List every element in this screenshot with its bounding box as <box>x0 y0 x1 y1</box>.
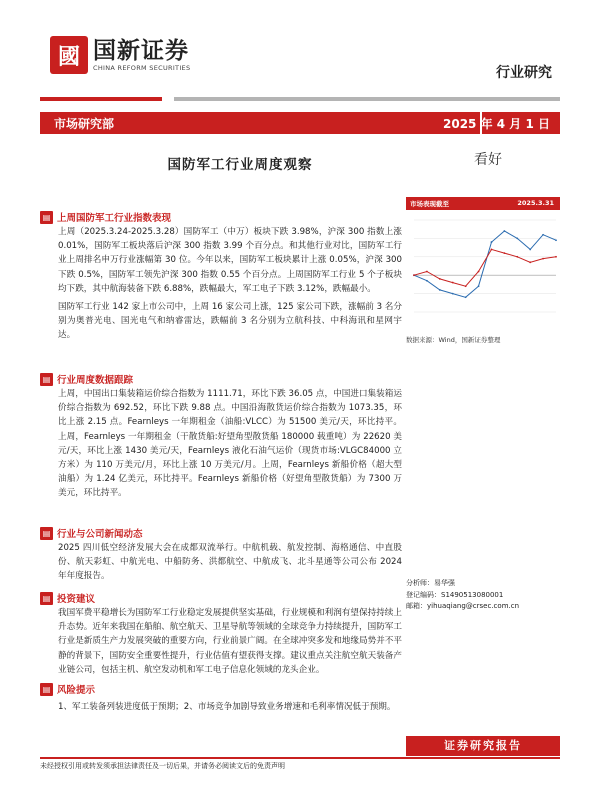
section-header-index <box>40 210 171 224</box>
disclaimer: 未经授权引用或转发须承担法律责任及一切后果，并请务必阅读文后的免责声明 <box>40 762 285 770</box>
section-header-news <box>40 526 143 540</box>
chart-point <box>452 282 454 284</box>
section-title: 投资建议 <box>57 594 96 605</box>
chart-point <box>426 280 428 282</box>
logo-text <box>93 38 190 72</box>
section-body-data <box>58 387 402 501</box>
chart-source: 数据来源：Wind，国新证券整理 <box>406 336 501 344</box>
chart-point <box>542 234 544 236</box>
logo-mark: 國 <box>50 36 88 74</box>
section-header-data <box>40 372 133 386</box>
section-header-advice <box>40 591 95 605</box>
paragraph: 我国军费平稳增长为国防军工行业稳定发展提供坚实基础，行业规模和利润有望保持持续上升态势。近年来我国在船舶、航空航天、卫星导航等领域的全球竞争力持续提升，国防军工行业是新质生产力发展突破的重要方向，行业前景广阔。在全球冲突多发和地缘局势并不平静的背景下，国防安全重要性提升，行业估值有望获得支撑。建议重点关注航空航天装备产业链公司，包括主机、航空发动机和军工电子信息化领域的龙头企业。 <box>58 608 402 675</box>
chart-point <box>529 261 531 263</box>
section-body-index <box>58 225 402 343</box>
report-date: 2025 年 4 月 1 日 <box>443 117 550 131</box>
chart-series-line-1 <box>414 249 556 286</box>
chart-point <box>439 289 441 291</box>
section-title: 行业周度数据跟踪 <box>57 375 134 386</box>
section-body-news <box>58 541 402 584</box>
paragraph: 2025 四川低空经济发展大会在成都双流举行。中航机载、航发控制、海格通信、中直股份、航天彩虹、中航光电、中船防务、洪都航空、中航成飞、北斗星通等公司公布 2024 年年度报告。 <box>58 543 402 582</box>
section-title: 上周国防军工行业指数表现 <box>57 213 172 224</box>
chart-point <box>529 249 531 251</box>
report-title: 国防军工行业周度观察 <box>167 157 313 173</box>
logo-name-en: CHINA REFORM SECURITIES <box>93 64 191 72</box>
footer-line <box>40 757 560 759</box>
paragraph: 上周，中国出口集装箱运价综合指数为 1111.71，环比下跌 36.05 点，中国进口集装箱运价综合指数为 692.52，环比下跌 9.88 点。中国沿海散货运价综合指数为 1073.35，环比上涨 2.15 点。Fearnleys 一年期租金（油船:VLCC）为 51500 美元/天，环比持平。上周，Fearnleys 一年期租金（干散货船:好望角型散货船 180000 载重吨）为 22620 美元/天，环比上涨 1430 美元/天，Fearnleys 液化石油气运价（现货市场:VLGC84000 立方米）为 110 万美元/月，环比上涨 10 万美元/月。上周，Fearnleys 新船价格（超大型油船）为 1.24 亿美元，环比持平。Fearnleys 新船价格（好望角型散货船）为 7300 万美元，环比持平。 <box>58 389 402 499</box>
chart-series-line-0 <box>414 231 556 297</box>
chart-point <box>439 278 441 280</box>
header-accent-red <box>40 97 162 101</box>
section-icon: ▤ <box>40 527 53 540</box>
chart-point <box>516 256 518 258</box>
analyst-email[interactable]: 邮箱：yihuaqiang@crsec.com.cn <box>406 602 520 610</box>
report-type: 行业研究 <box>496 65 552 81</box>
logo-name-cn: 国新证券 <box>93 38 189 64</box>
industry-rating: 看好 <box>474 152 502 168</box>
paragraph: 上周（2025.3.24-2025.3.28）国防军工（中万）板块下跌 3.98%，沪深 300 指数上涨 0.01%，国防军工板块落后沪深 300 指数 3.99 个百分点。和其他行业对比，国防军工行业上周排名申万行业涨幅第 30 位。今年以来，国防军工板块累计上涨 0.05%，沪深 300 下跌 0.5%，国防军工领先沪深 300 指数 0.55 个百分点。上周国防军工行业 5 个子板块均下跌，其中航海装备下跌 6.88%，跌幅最大，军工电子下跌 3.12%，跌幅最小。 <box>58 227 402 294</box>
chart-point <box>503 230 505 232</box>
chart-point <box>413 274 415 276</box>
chart-point <box>542 258 544 260</box>
section-icon: ▤ <box>40 592 53 605</box>
chart-point <box>452 293 454 295</box>
chart-point <box>465 296 467 298</box>
chart-point <box>491 241 493 243</box>
section-body-advice <box>58 606 402 677</box>
section-icon: ▤ <box>40 683 53 696</box>
chart-point <box>465 285 467 287</box>
paragraph: 1、军工装备列装进度低于预期；2、市场竞争加剧导致业务增速和毛利率情况低于预期。 <box>58 702 396 712</box>
chart-point <box>478 271 480 273</box>
chart-point <box>491 249 493 251</box>
section-icon: ▤ <box>40 211 53 224</box>
section-header-risk <box>40 682 95 696</box>
chart-header-label: 市场表现截至 <box>410 200 449 208</box>
company-logo <box>50 36 190 74</box>
section-title: 行业与公司新闻动态 <box>57 529 143 540</box>
chart-point <box>555 256 557 258</box>
chart-point <box>478 285 480 287</box>
chart-point <box>426 271 428 273</box>
analyst-registration: 登记编码：S1490513080001 <box>406 590 504 599</box>
chart-point <box>503 252 505 254</box>
report-badge: 证券研究报告 <box>406 736 560 756</box>
chart-point <box>555 239 557 241</box>
section-body-risk <box>58 700 402 714</box>
section-icon: ▤ <box>40 373 53 386</box>
chart-header-date: 2025.3.31 <box>517 199 554 207</box>
market-performance-chart <box>406 212 560 322</box>
chart-point <box>516 238 518 240</box>
analyst-name: 分析师：易华强 <box>406 579 455 587</box>
section-title: 风险提示 <box>57 685 96 696</box>
department-name: 市场研究部 <box>54 117 115 131</box>
analyst-info <box>406 578 519 613</box>
department-bar <box>40 112 560 134</box>
paragraph: 国防军工行业 142 家上市公司中，上周 16 家公司上涨，125 家公司下跌，涨幅前 3 名分别为奥普光电、国光电气和纳睿雷达，跌幅前 3 名分别为立航科技、中科海讯和星网宇达。 <box>58 302 402 341</box>
chart-header-bar <box>406 197 560 210</box>
header-accent-gray <box>174 97 560 101</box>
